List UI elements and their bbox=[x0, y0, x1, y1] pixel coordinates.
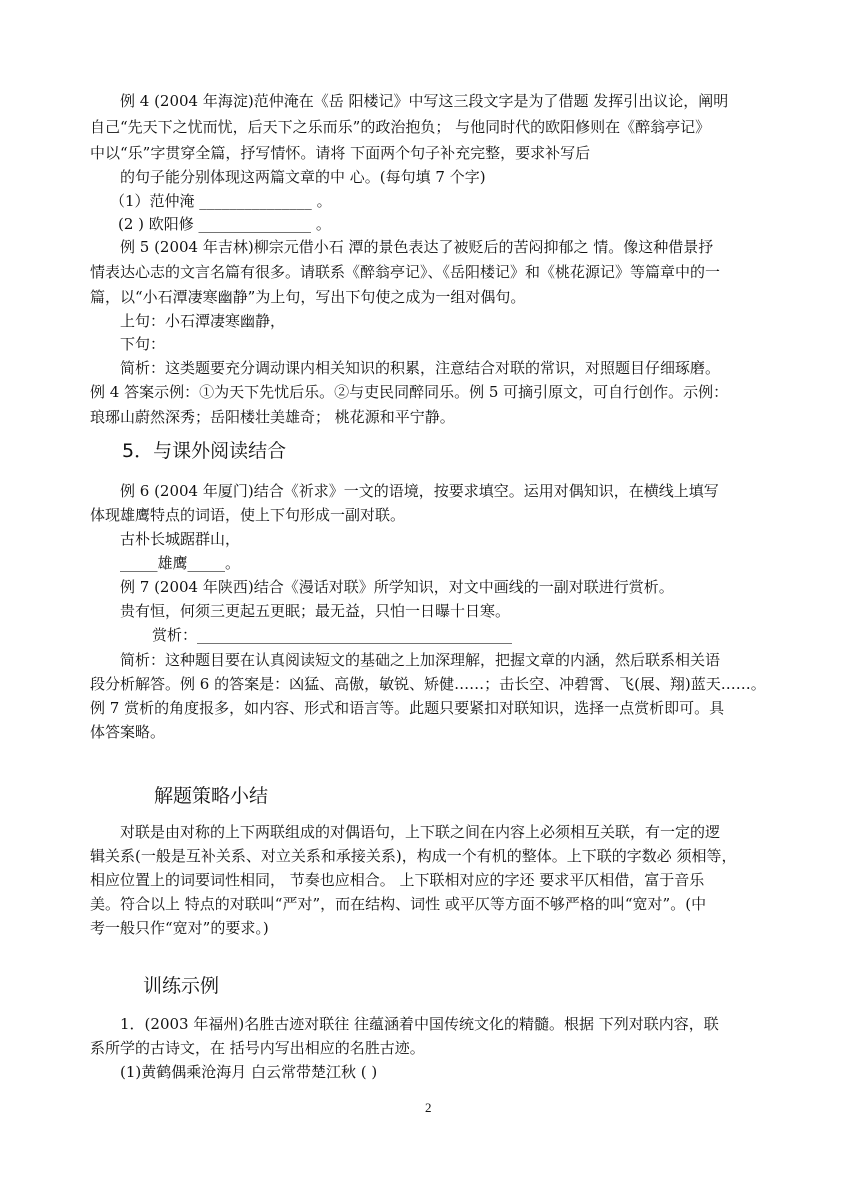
text-line: 系所学的古诗文，在 括号内写出相应的名胜古迹。 bbox=[90, 1039, 425, 1057]
text-line: 下句： bbox=[120, 335, 166, 353]
answer-line: 赏析：__________________________________________ bbox=[152, 626, 513, 644]
text-line: 对联是由对称的上下两联组成的对偶语句，上下联之间在内容上必须相互关联，有一定的逻 bbox=[120, 823, 721, 841]
text-line: 体答案略。 bbox=[90, 723, 166, 741]
page-number: 2 bbox=[425, 1100, 432, 1115]
text-line: 辑关系(一般是互补关系、对立关系和承接关系)，构成一个有机的整体。上下联的字数必 须相等， bbox=[90, 847, 737, 865]
text-line: 考一般只作“宽对”的要求。) bbox=[90, 919, 269, 937]
section-heading: 5．与课外阅读结合 bbox=[122, 440, 287, 462]
section-heading: 解题策略小结 bbox=[154, 785, 269, 807]
text-line: 体现雄鹰特点的词语，使上下句形成一副对联。 bbox=[90, 506, 406, 524]
text-line: 琅琊山蔚然深秀；岳阳楼壮美雄奇； 桃花源和平宁静。 bbox=[90, 408, 455, 426]
text-line: 情表达心志的文言名篇有很多。请联系《醉翁亭记》、《岳阳楼记》和《桃花源记》等篇章中的一 bbox=[90, 263, 721, 281]
text-line: 例 4 答案示例：①为天下先忧后乐。②与吏民同醉同乐。例 5 可摘引原文，可自行创作。示例： bbox=[90, 383, 729, 401]
text-line: 例 5 (2004 年吉林)柳宗元借小石 潭的景色表达了被贬后的苦闷抑郁之 情。像这种借景抒 bbox=[120, 238, 714, 256]
text-line: 例 7 (2004 年陕西)结合《漫话对联》所学知识，对文中画线的一副对联进行赏析。 bbox=[120, 578, 674, 596]
text-line: 上句：小石潭凄寒幽静， bbox=[120, 312, 286, 330]
text-line: 段分析解答。例 6 的答案是：凶猛、高傲，敏锐、矫健……；击长空、冲碧霄、飞(展、翔)蓝天……。 bbox=[90, 675, 766, 693]
text-line: 篇，以“小石潭凄寒幽静”为上句，写出下句使之成为一组对偶句。 bbox=[90, 288, 526, 306]
answer-line: （1）范仲淹 _______________ 。 bbox=[110, 192, 332, 210]
text-line: 简析：这类题要充分调动课内相关知识的积累，注意结合对联的常识，对照题目仔细琢磨。 bbox=[120, 359, 721, 377]
text-line: 简析：这种题目要在认真阅读短文的基础之上加深理解，把握文章的内涵，然后联系相关语 bbox=[120, 651, 721, 669]
question-line: (1)黄鹤偶乘沧海月 白云常带楚江秋 ( ) bbox=[120, 1063, 378, 1081]
text-line: 1．(2003 年福州)名胜古迹对联往 往蕴涵着中国传统文化的精髓。根据 下列对联内容，联 bbox=[120, 1015, 719, 1033]
text-line: 美。符合以上 特点的对联叫“严对”，而在结构、词性 或平仄等方面不够严格的叫“宽对”。(中 bbox=[90, 895, 707, 913]
section-heading: 训练示例 bbox=[143, 975, 220, 997]
answer-line: (2 ) 欧阳修 _______________ 。 bbox=[118, 215, 331, 233]
text-line: 例 4 (2004 年海淀)范仲淹在《岳 阳楼记》中写这三段文字是为了借题 发挥引出议论，阐明 bbox=[120, 92, 729, 110]
text-line: 例 7 赏析的角度报多，如内容、形式和语言等。此题只要紧扣对联知识，选择一点赏析即可。具 bbox=[90, 699, 725, 717]
text-line: 相应位置上的词要词性相同， 节奏也应相合。 上下联相对应的字还 要求平仄相借，富于音乐 bbox=[90, 871, 705, 889]
answer-line: _____雄鹰_____。 bbox=[120, 554, 241, 572]
text-line: 的句子能分别体现这两篇文章的中 心。(每句填 7 个字) bbox=[120, 168, 486, 186]
text-line: 贵有恒，何须三更起五更眠；最无益，只怕一日曝十日寒。 bbox=[120, 602, 511, 620]
text-line: 自己“先天下之忧而忧，后天下之乐而乐”的政治抱负； 与他同时代的欧阳修则在《醉翁亭记》 bbox=[90, 118, 711, 136]
text-line: 例 6 (2004 年厦门)结合《祈求》一文的语境，按要求填空。运用对偶知识，在横线上填写 bbox=[120, 482, 719, 500]
text-line: 中以“乐”字贯穿全篇，抒写情怀。请将 下面两个句子补充完整，要求补写后 bbox=[90, 144, 591, 162]
text-line: 古朴长城踞群山， bbox=[120, 530, 241, 548]
